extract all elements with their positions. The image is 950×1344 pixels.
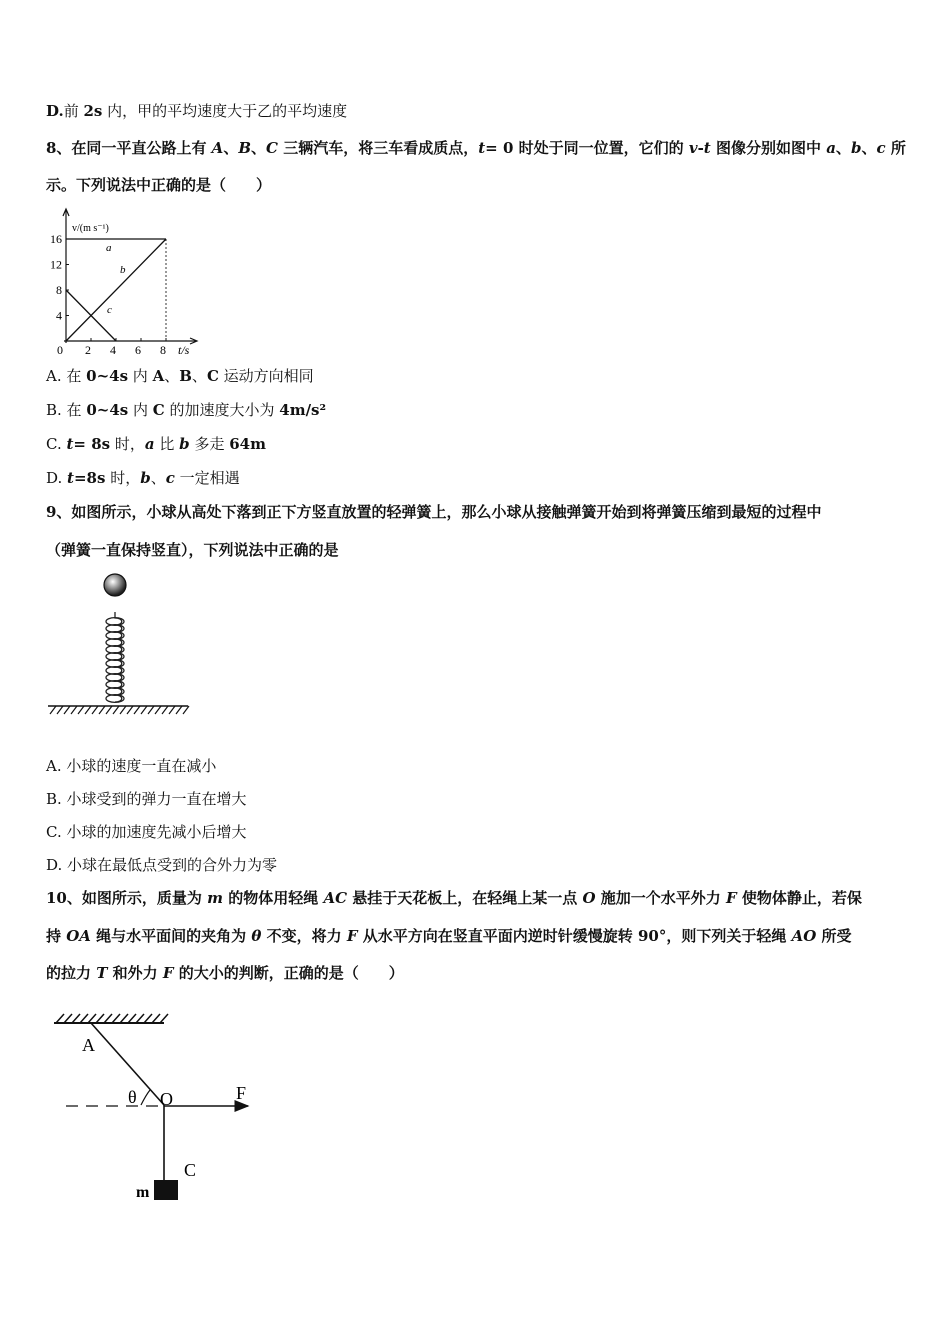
series-label-a: a — [106, 242, 112, 254]
x-tick-label: 6 — [135, 343, 141, 357]
x-tick-label: 4 — [110, 343, 116, 357]
q9-stem-line2: （弹簧一直保持竖直），下列说法中正确的是 — [46, 541, 339, 559]
q9-option-d: D. 小球在最低点受到的合外力为零 — [46, 856, 278, 874]
x-axis-label: t/s — [178, 343, 190, 357]
q8-option-a: A. 在 0~4s 内 A、B、C 运动方向相同 — [46, 367, 314, 385]
label-f: F — [236, 1083, 247, 1103]
q8-option-b: B. 在 0~4s 内 C 的加速度大小为 4m/s² — [46, 401, 327, 419]
label-o: O — [160, 1089, 173, 1109]
q9-stem-line1: 9、如图所示，小球从高处下落到正下方竖直放置的轻弹簧上，那么小球从接触弹簧开始到将弹簧压缩到最短的过程中 — [46, 503, 822, 521]
q9-option-c: C. 小球的加速度先减小后增大 — [46, 823, 247, 841]
ball — [104, 574, 126, 596]
q10-stem-line3: 的拉力 T 和外力 F 的大小的判断，正确的是（ ） — [46, 964, 404, 982]
label-m: m — [136, 1184, 150, 1201]
q10-force-figure — [46, 1005, 266, 1205]
q8-vt-chart — [44, 206, 244, 356]
q8-option-c: C. t= 8s 时，a 比 b 多走 64m — [46, 435, 266, 453]
q9-spring-figure — [46, 570, 196, 720]
label-theta: θ — [128, 1087, 137, 1107]
ceiling-hatch — [56, 1014, 168, 1023]
series-label-c: c — [107, 304, 112, 316]
q8-stem-line2: 示。下列说法中正确的是（ ） — [46, 176, 272, 194]
y-axis-label: v/(m s⁻¹) — [72, 223, 109, 234]
q7-option-d: D.前 2s 内，甲的平均速度大于乙的平均速度 — [46, 102, 348, 120]
x-tick-label: 2 — [85, 343, 91, 357]
series-b — [66, 239, 166, 341]
series-label-b: b — [120, 264, 126, 276]
spring — [106, 612, 124, 702]
y-tick-label: 12 — [50, 257, 62, 272]
q8-option-d: D. t=8s 时，b、c 一定相遇 — [46, 469, 240, 487]
q9-option-b: B. 小球受到的弹力一直在增大 — [46, 790, 247, 808]
q10-stem-line2: 持 OA 绳与水平面间的夹角为 θ 不变，将力 F 从水平方向在竖直平面内逆时针缓慢旋转 90°，则下列关于轻绳 AO 所受 — [46, 927, 852, 945]
label-c: C — [184, 1160, 197, 1180]
q10-stem-line1: 10、如图所示，质量为 m 的物体用轻绳 AC 悬挂于天花板上，在轻绳上某一点 O 施加一个水平外力 F 使物体静止，若保 — [46, 889, 862, 907]
x-tick-label: 0 — [57, 343, 63, 357]
ground-hatch — [50, 706, 189, 714]
q8-stem-line1: 8、在同一平直公路上有 A、B、C 三辆汽车，将三车看成质点，t= 0 时处于同一位置，它们的 v-t 图像分别如图中 a、b、c 所 — [46, 139, 906, 157]
y-tick-label: 4 — [56, 308, 62, 323]
theta-arc — [141, 1090, 150, 1105]
y-tick-label: 16 — [50, 232, 62, 246]
q9-option-a: A. 小球的速度一直在减小 — [46, 757, 217, 775]
y-tick-label: 8 — [56, 283, 62, 297]
mass-block — [154, 1180, 178, 1200]
x-tick-label: 8 — [160, 343, 166, 357]
label-a: A — [82, 1035, 95, 1055]
